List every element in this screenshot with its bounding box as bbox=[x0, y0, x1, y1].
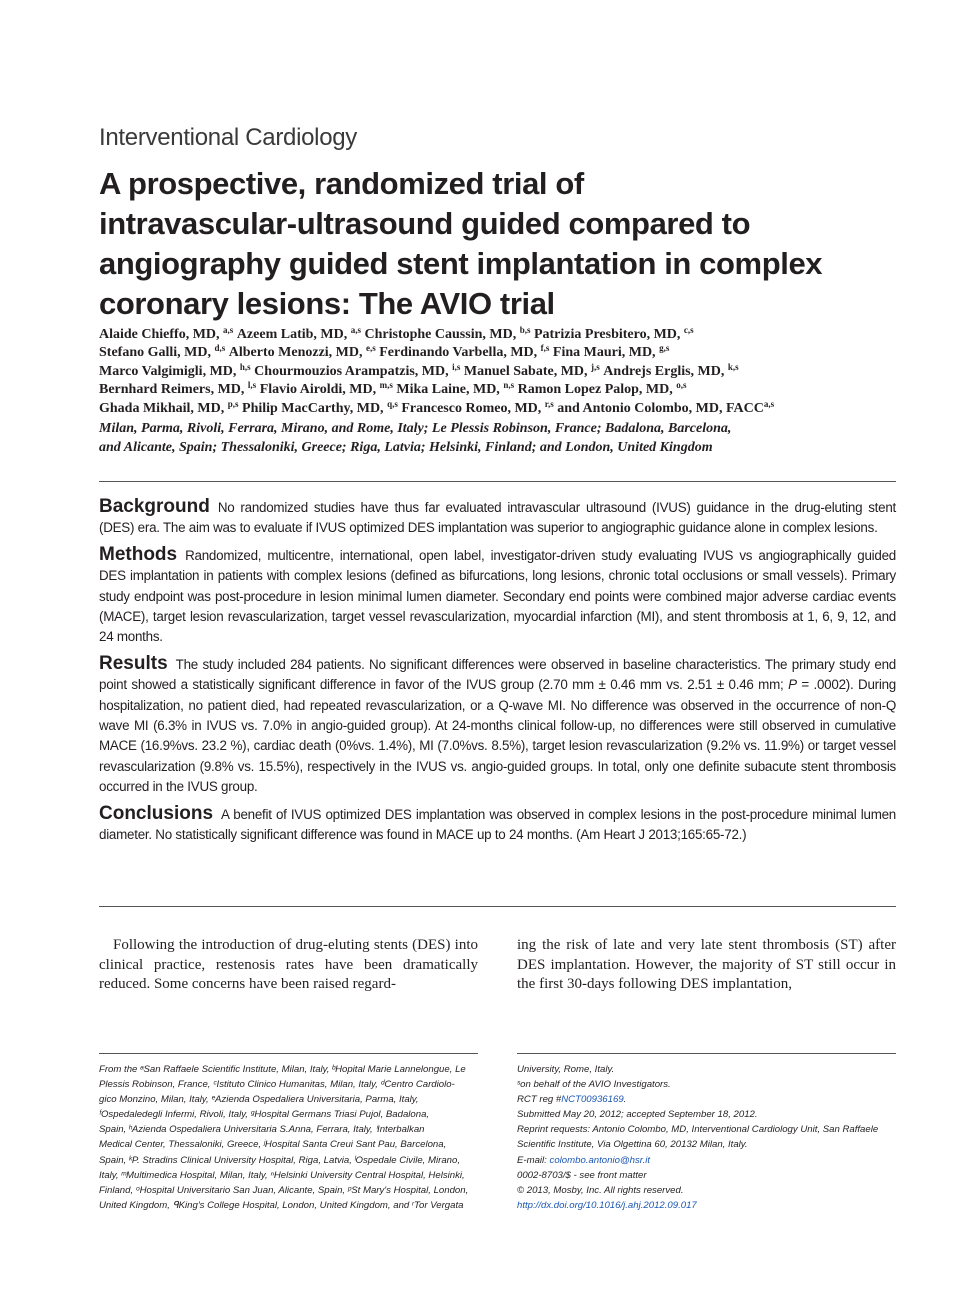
abstract-results bbox=[99, 654, 896, 798]
abstract-text: No randomized studies have thus far evaluated intravascular ultrasound (IVUS) guidance in the drug-eluting stent (DES) era. The aim was to evaluate if IVUS optimized DES implantation was superior to angiographic guidance alone in complex lesions. bbox=[99, 500, 896, 536]
author-sup: b,s bbox=[519, 325, 531, 335]
title-line: intravascular-ultrasound guided compared to bbox=[99, 206, 751, 241]
abstract-bottom-rule bbox=[99, 906, 896, 907]
author-name: Alberto Menozzi, MD, bbox=[228, 345, 363, 361]
affiliation-line: Milan, Parma, Rivoli, Ferrara, Mirano, and Rome, Italy; Le Plessis Robinson, France; Badalona, Barcelona, bbox=[99, 421, 732, 436]
author-line bbox=[99, 400, 899, 418]
footnote-copyright: © 2013, Mosby, Inc. All rights reserved. bbox=[517, 1184, 684, 1196]
author-name: Christophe Caussin, MD, bbox=[364, 327, 517, 342]
author-sup: o,s bbox=[676, 380, 687, 391]
author-sup: e,s bbox=[366, 343, 376, 354]
footnote-line: University, Rome, Italy. bbox=[517, 1064, 615, 1075]
author-name: Bernhard Reimers, MD, bbox=[99, 382, 245, 398]
author-sup: h,s bbox=[239, 361, 251, 372]
title-line: A prospective, randomized trial of bbox=[99, 166, 584, 201]
abstract-methods bbox=[99, 545, 896, 648]
abstract-text: = .0002). During hospitalization, no patient died, had repeated revascularization, or a Q-wave MI. No difference was observed in the occurrence of non-Q wave MI (6.3% in IVUS vs. 7.0% in angio-guided group). At 24-months clinical follow-up, no differences were still observed in cumulative MACE (16.9%vs. 23.2 %), cardiac death (0%vs. 1.4%), MI (7.0%vs. 8.5%), target lesion revascularization (9.2% vs. 11.9%) or target vessel revascularization (9.8% vs. 15.5%), respectively in the IVUS vs. angio-guided groups. In total, only one definite subacute stent thrombosis occurred in the IVUS group. bbox=[99, 677, 896, 795]
title-line: coronary lesions: The AVIO trial bbox=[99, 286, 555, 321]
footnote-line: From the ᵃSan Raffaele Scientific Institute, Milan, Italy, ᵇHopital Marie Lannelongue, Le bbox=[99, 1064, 466, 1075]
author-name: Ghada Mikhail, MD, bbox=[99, 400, 225, 416]
footnote-line: gico Monzino, Milan, Italy, ᵉAzienda Ospedaliera Universitaria, Parma, Italy, bbox=[99, 1094, 419, 1106]
author-sup: n,s bbox=[503, 380, 515, 391]
author-sup: c,s bbox=[683, 325, 694, 335]
rct-link[interactable]: NCT00936169 bbox=[561, 1094, 624, 1106]
abstract-heading-conclusions: Conclusions bbox=[99, 802, 214, 824]
title-line: angiography guided stent implantation in complex bbox=[99, 246, 823, 281]
author-name: Ferdinando Varbella, MD, bbox=[379, 345, 538, 361]
author-name: Alaide Chieffo, MD, bbox=[99, 327, 220, 342]
rct-suffix: . bbox=[623, 1094, 627, 1106]
abstract-heading-methods: Methods bbox=[99, 543, 178, 565]
abstract-top-rule bbox=[99, 481, 896, 482]
footnote-article-info bbox=[517, 1062, 896, 1213]
author-name: Andrejs Erglis, MD, bbox=[603, 363, 725, 379]
author-line bbox=[99, 326, 899, 344]
abstract-background bbox=[99, 497, 896, 539]
author-name: Fina Mauri, MD, bbox=[552, 345, 656, 361]
author-sup: p,s bbox=[227, 398, 239, 409]
email-label: E-mail: bbox=[517, 1154, 550, 1166]
body-column-left bbox=[99, 936, 478, 995]
footnote-line: Spain, ᵏP. Stradins Clinical University Hospital, Riga, Latvia, ˡOspedale Civile, Mirano, bbox=[99, 1154, 460, 1166]
author-name: Stefano Galli, MD, bbox=[99, 345, 211, 361]
author-line bbox=[99, 344, 899, 362]
footnote-rct bbox=[517, 1092, 896, 1107]
author-name: Ramon Lopez Palop, MD, bbox=[517, 382, 673, 398]
footnote-line: Spain, ʰAzienda Ospedaliera Universitaria S.Anna, Ferrara, Italy, ⁱInterbalkan bbox=[99, 1124, 425, 1136]
abstract-heading-results: Results bbox=[99, 652, 168, 674]
footnote-reprints: Reprint requests: Antonio Colombo, MD, Interventional Cardiology Unit, San Raffaele bbox=[517, 1124, 879, 1136]
author-name: Patrizia Presbitero, MD, bbox=[533, 327, 681, 342]
affiliation-line: and Alicante, Spain; Thessaloniki, Greece; Riga, Latvia; Helsinki, Finland; and London, United Kingdom bbox=[99, 440, 713, 455]
author-name: Azeem Latib, MD, bbox=[236, 327, 348, 342]
author-name: Mika Laine, MD, bbox=[396, 382, 500, 398]
p-value-symbol: P bbox=[788, 677, 797, 693]
author-name: Manuel Sabate, MD, bbox=[463, 363, 588, 379]
author-sup: l,s bbox=[247, 380, 257, 391]
footnote-line: Plessis Robinson, France, ᶜIstituto Clinico Humanitas, Milan, Italy, ᵈCentro Cardiolo- bbox=[99, 1079, 455, 1091]
footnote-reprints: Scientific Institute, Via Olgettina 60, 20132 Milan, Italy. bbox=[517, 1139, 748, 1151]
author-sup: a,s bbox=[763, 398, 775, 409]
body-paragraph: Following the introduction of drug-eluting stents (DES) into clinical practice, restenosis rates have been dramatically reduced. Some concerns have been raised regard- bbox=[99, 937, 478, 992]
body-paragraph: ing the risk of late and very late stent thrombosis (ST) after DES implantation. However, the majority of ST still occur in the first 30-days following DES implantation, bbox=[517, 937, 896, 992]
author-name: and Antonio Colombo, MD, FACC bbox=[557, 400, 764, 416]
author-sup: a,s bbox=[350, 325, 361, 335]
author-line bbox=[99, 381, 899, 399]
footnote-line: Medical Center, Thessaloniki, Greece, ʲHospital Santa Creui Sant Pau, Barcelona, bbox=[99, 1139, 447, 1151]
article-title bbox=[99, 164, 899, 324]
affiliation-locations bbox=[99, 419, 899, 457]
rct-label: RCT reg # bbox=[517, 1094, 562, 1106]
author-sup: a,s bbox=[223, 325, 234, 335]
author-sup: g,s bbox=[659, 343, 670, 354]
abstract-text: A benefit of IVUS optimized DES implantation was observed in complex lesions in the post-procedure minimal lumen diameter. No statistically significant difference was found in MACE up to 24 months. (Am Heart J 2013;165:65-72.) bbox=[99, 806, 896, 843]
author-sup: r,s bbox=[544, 398, 554, 409]
abstract-text: Randomized, multicentre, international, open label, investigator-driven study evaluating IVUS vs angiographically guided DES implantation in patients with complex lesions (defined as bifurcations, long lesions, chronic total occlusions or small vessels). Primary study endpoint was post-procedure in lesion minimal lumen diameter. Secondary end points were combined major adverse cardiac events (MACE), target lesion revascularization, target vessel revascularization, myocardial infarction (MI), and stent thrombosis at 1, 6, 9, 12, and 24 months. bbox=[99, 547, 896, 645]
author-list bbox=[99, 326, 899, 418]
author-name: Marco Valgimigli, MD, bbox=[99, 363, 237, 379]
body-column-right bbox=[517, 936, 896, 995]
doi-link[interactable]: http://dx.doi.org/10.1016/j.ahj.2012.09.017 bbox=[517, 1199, 697, 1211]
footnote-line: Finland, ᵒHospital Universitario San Juan, Alicante, Spain, ᵖSt Mary's Hospital, London, bbox=[99, 1184, 469, 1196]
author-sup: d,s bbox=[214, 343, 226, 354]
abstract bbox=[99, 497, 896, 852]
author-name: Chourmouzios Arampatzis, MD, bbox=[254, 363, 449, 379]
footnote-line: Italy, ᵐMultimedica Hospital, Milan, Italy, ⁿHelsinki University Central Hospital, Helsinki, bbox=[99, 1169, 465, 1181]
author-line bbox=[99, 363, 899, 381]
author-sup: j,s bbox=[591, 361, 600, 372]
author-sup: m,s bbox=[379, 380, 393, 391]
footnote-rule-right bbox=[517, 1053, 896, 1054]
author-name: Francesco Romeo, MD, bbox=[401, 400, 542, 416]
footnote-rule-left bbox=[99, 1053, 478, 1054]
footnote-line: ᶠOspedaledegli Infermi, Rivoli, Italy, ᵍHospital Germans Triasi Pujol, Badalona, bbox=[99, 1109, 430, 1121]
footnote-affiliations bbox=[99, 1062, 478, 1213]
author-name: Flavio Airoldi, MD, bbox=[259, 382, 377, 398]
author-sup: i,s bbox=[452, 361, 461, 372]
footnote-email bbox=[517, 1153, 896, 1168]
email-link[interactable]: colombo.antonio@hsr.it bbox=[549, 1154, 651, 1166]
footnote-issn: 0002-8703/$ - see front matter bbox=[517, 1169, 647, 1181]
footnote-line: ˢon behalf of the AVIO Investigators. bbox=[517, 1079, 671, 1091]
abstract-conclusions bbox=[99, 804, 896, 846]
author-sup: f,s bbox=[540, 343, 550, 354]
section-label: Interventional Cardiology bbox=[99, 124, 357, 151]
footnote-dates: Submitted May 20, 2012; accepted September 18, 2012. bbox=[517, 1109, 758, 1121]
author-sup: q,s bbox=[387, 398, 398, 409]
author-sup: k,s bbox=[727, 361, 739, 372]
footnote-line: United Kingdom, ᑫKing's College Hospital, London, United Kingdom, and ʳTor Vergata bbox=[99, 1199, 464, 1211]
author-name: Philip MacCarthy, MD, bbox=[242, 400, 384, 416]
abstract-text: The study included 284 patients. No significant differences were observed in baseline characteristics. The primary study end point showed a statistically significant difference in favor of the IVUS group (2.70 mm ± 0.46 mm vs. 2.51 ± 0.46 mm; bbox=[99, 656, 896, 693]
abstract-heading-background: Background bbox=[99, 496, 210, 517]
